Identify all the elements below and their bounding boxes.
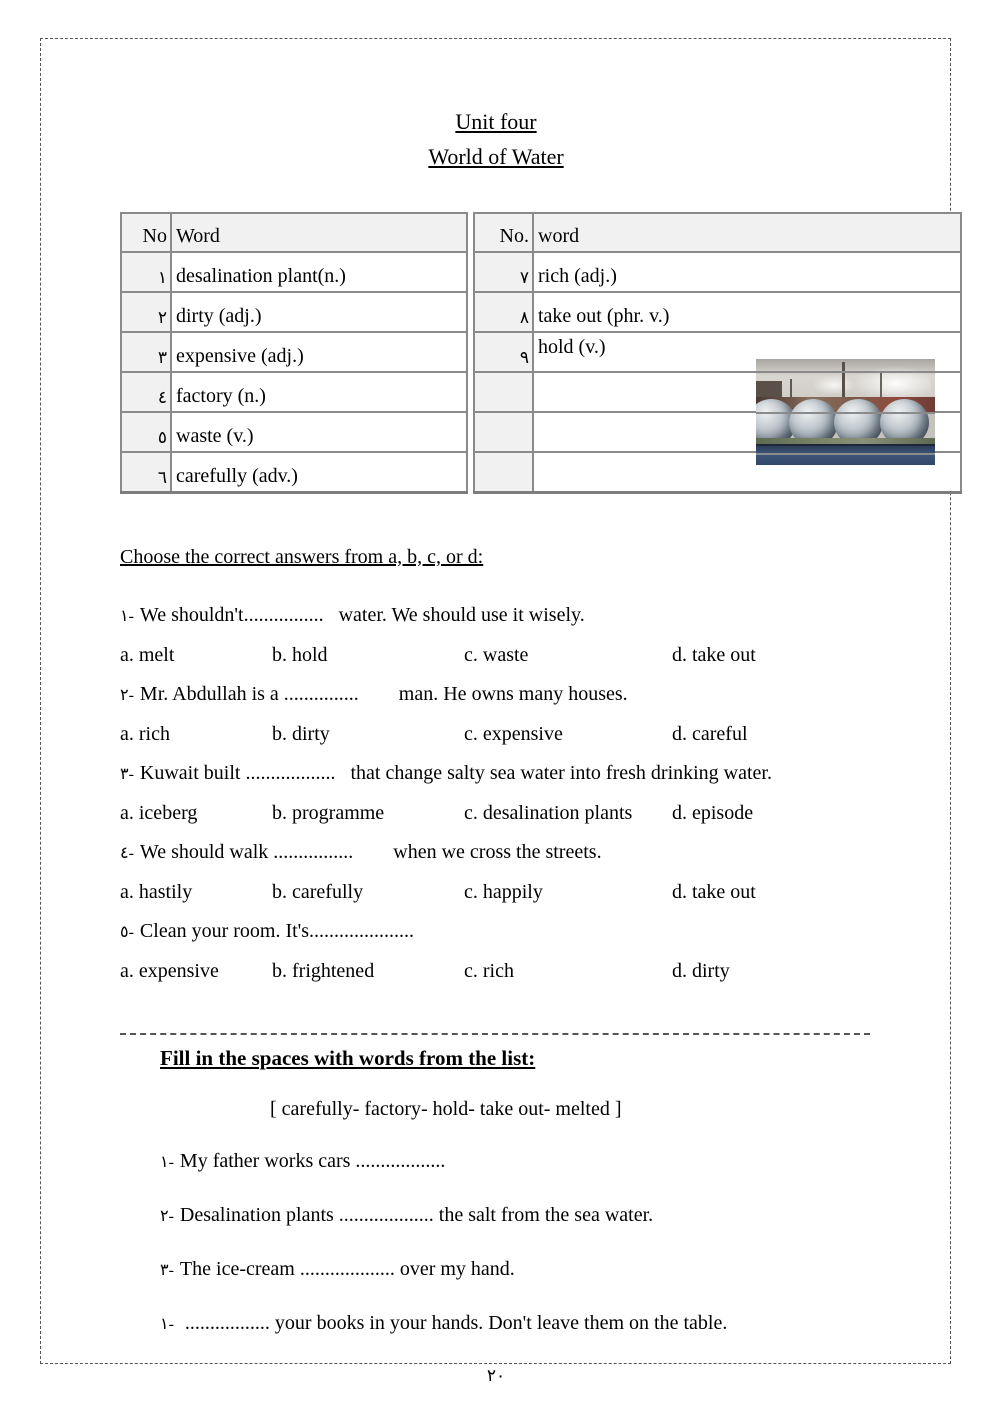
- word-cell: expensive (adj.): [171, 332, 467, 372]
- vocab-header-row: [474, 213, 961, 252]
- word-cell: factory (n.): [171, 372, 467, 412]
- page-number: ٢٠: [486, 1366, 506, 1385]
- word-cell: rich (adj.): [533, 252, 961, 292]
- question-text: Kuwait built .................. that change salty sea water into fresh drinking water.: [139, 762, 772, 785]
- fill-section: [120, 1045, 932, 1338]
- question-number: ٢-: [120, 686, 134, 704]
- option-a: a. melt: [120, 643, 175, 666]
- item-number: ١-: [160, 1316, 174, 1333]
- word-bank: [ carefully- factory- hold- take out- melted ]: [270, 1098, 622, 1120]
- word-cell: hold (v.): [533, 332, 961, 372]
- mcq-question: [120, 675, 932, 715]
- option-a: a. expensive: [120, 959, 219, 982]
- no-cell: ٣: [121, 332, 171, 372]
- option-a: a. iceberg: [120, 801, 198, 824]
- item-text: ................. your books in your hands. Don't leave them on the table.: [179, 1312, 728, 1334]
- mcq-options: [120, 873, 932, 913]
- question-number: ٥-: [120, 923, 134, 941]
- option-d: d. take out: [672, 643, 756, 666]
- page-title: [0, 104, 992, 174]
- no-cell: [474, 452, 533, 492]
- table-gridline-overlay: [756, 412, 935, 414]
- option-b: b. dirty: [272, 722, 330, 745]
- mcq-question: [120, 754, 932, 794]
- question-number: ١-: [120, 607, 134, 625]
- no-cell: ٨: [474, 292, 533, 332]
- vocab-row: [474, 252, 961, 292]
- no-cell: ٢: [121, 292, 171, 332]
- vocab-row: [474, 292, 961, 332]
- unit-title: Unit four: [455, 109, 537, 134]
- photo-smoke: [812, 375, 856, 395]
- word-cell: dirty (adj.): [171, 292, 467, 332]
- unit-subtitle: World of Water: [428, 144, 564, 169]
- no-cell: ٥: [121, 412, 171, 452]
- header-word: Word: [171, 213, 467, 252]
- option-c: c. rich: [464, 959, 514, 982]
- item-text: Desalination plants ................... the salt from the sea water.: [179, 1204, 654, 1226]
- mcq-options: [120, 715, 932, 755]
- option-d: d. take out: [672, 880, 756, 903]
- vocab-table-left: [120, 212, 468, 494]
- mcq-options: [120, 952, 932, 992]
- fill-item: [160, 1256, 932, 1284]
- vocab-row: [121, 332, 467, 372]
- option-c: c. desalination plants: [464, 801, 633, 824]
- option-c: c. expensive: [464, 722, 563, 745]
- option-a: a. rich: [120, 722, 170, 745]
- option-b: b. frightened: [272, 959, 375, 982]
- no-cell: ٧: [474, 252, 533, 292]
- word-cell: carefully (adv.): [171, 452, 467, 492]
- vocab-row: [121, 252, 467, 292]
- no-cell: ٩: [474, 332, 533, 372]
- mcq-heading: Choose the correct answers from a, b, c, or d:: [120, 546, 484, 568]
- mcq-options: [120, 636, 932, 676]
- item-text: The ice-cream ................... over my hand.: [179, 1258, 515, 1280]
- mcq-question: [120, 596, 932, 636]
- fill-item: [160, 1148, 932, 1176]
- vocab-row: [121, 412, 467, 452]
- header-no: No.: [474, 213, 533, 252]
- no-cell: ١: [121, 252, 171, 292]
- vocab-row: [121, 292, 467, 332]
- table-gridline-overlay: [756, 453, 935, 455]
- question-text: Mr. Abdullah is a ............... man. He owns many houses.: [139, 683, 628, 706]
- question-text: We should walk ................ when we cross the streets.: [139, 841, 602, 864]
- word-cell: take out (phr. v.): [533, 292, 961, 332]
- no-cell: ٦: [121, 452, 171, 492]
- question-number: ٤-: [120, 844, 134, 862]
- item-text: My father works cars ..................: [179, 1150, 446, 1172]
- item-number: ٢-: [160, 1208, 174, 1225]
- vocab-row: [121, 372, 467, 412]
- mcq-question: [120, 912, 932, 952]
- vocab-row: [121, 452, 467, 492]
- header-word: word: [533, 213, 961, 252]
- option-d: d. dirty: [672, 959, 730, 982]
- option-a: a. hastily: [120, 880, 193, 903]
- no-cell: ٤: [121, 372, 171, 412]
- mcq-section: [120, 546, 932, 991]
- header-no: No: [121, 213, 171, 252]
- fill-item: [160, 1310, 932, 1338]
- word-cell: waste (v.): [171, 412, 467, 452]
- option-d: d. careful: [672, 722, 748, 745]
- question-number: ٣-: [120, 765, 134, 783]
- mcq-options: [120, 794, 932, 834]
- fill-heading: Fill in the spaces with words from the list:: [160, 1046, 536, 1070]
- option-b: b. hold: [272, 643, 328, 666]
- option-b: b. carefully: [272, 880, 364, 903]
- word-cell: desalination plant(n.): [171, 252, 467, 292]
- question-text: Clean your room. It's.....................: [139, 920, 415, 943]
- desalination-plant-photo: [756, 359, 935, 465]
- option-b: b. programme: [272, 801, 385, 824]
- item-number: ١-: [160, 1154, 174, 1171]
- no-cell: [474, 412, 533, 452]
- no-cell: [474, 372, 533, 412]
- question-text: We shouldn't................ water. We should use it wisely.: [139, 604, 585, 627]
- vocab-header-row: [121, 213, 467, 252]
- mcq-question: [120, 833, 932, 873]
- fill-item: [160, 1202, 932, 1230]
- option-c: c. waste: [464, 643, 529, 666]
- table-gridline-overlay: [756, 371, 935, 373]
- option-d: d. episode: [672, 801, 754, 824]
- dashed-separator: [120, 1033, 870, 1035]
- item-number: ٣-: [160, 1262, 174, 1279]
- option-c: c. happily: [464, 880, 543, 903]
